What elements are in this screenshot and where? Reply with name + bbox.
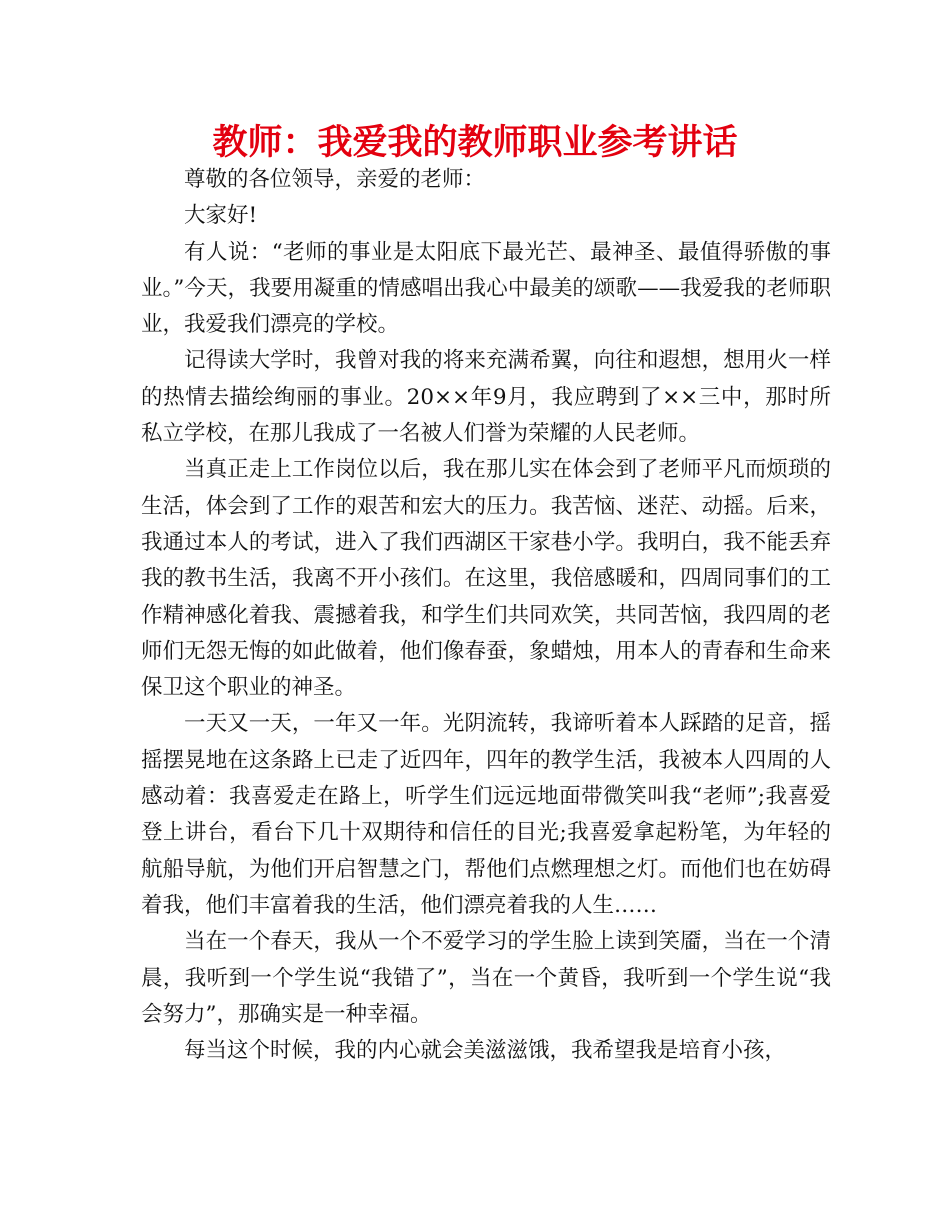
paragraph: 每当这个时候，我的内心就会美滋滋饿，我希望我是培育小孩， — [184, 1038, 787, 1064]
document-title: 教师：我爱我的教师职业参考讲话 — [212, 123, 738, 163]
document-body — [141, 162, 831, 1069]
paragraph: 有人说：“老师的事业是太阳底下最光芒、最神圣、最值得骄傲的事业。”今天，我要用凝重的情感唱出我心中最美的颂歌——我爱我的老师职业，我爱我们漂亮的学校。 — [141, 239, 831, 338]
paragraph: 记得读大学时，我曾对我的将来充满希翼，向往和遐想，想用火一样的热情去描绘绚丽的事业。20××年9月，我应聘到了××三中，那时所私立学校，在那儿我成了一名被人们誉为荣耀的人民老师。 — [141, 348, 831, 447]
paragraph-salutation: 尊敬的各位领导，亲爱的老师： — [184, 167, 486, 192]
paragraph: 当真正走上工作岗位以后，我在那儿实在体会到了老师平凡而烦琐的生活，体会到了工作的艰苦和宏大的压力。我苦恼、迷茫、动摇。后来，我通过本人的考试，进入了我们西湖区干家巷小学。我明白，我不能丢弃我的教书生活，我离不开小孩们。在这里，我倍感暖和，四周同事们的工作精神感化着我、震撼着我，和学生们共同欢笑，共同苦恼，我四周的老师们无怨无悔的如此做着，他们像春蚕，象蜡烛，用本人的青春和生命来保卫这个职业的神圣。 — [141, 457, 831, 701]
paragraph-greeting: 大家好! — [184, 203, 258, 229]
paragraph: 当在一个春天，我从一个不爱学习的学生脸上读到笑靥，当在一个清晨，我听到一个学生说“我错了”，当在一个黄昏，我听到一个学生说“我会努力”，那确实是一种幸福。 — [141, 929, 831, 1027]
paragraph: 一天又一天，一年又一年。光阴流转，我谛听着本人踩踏的足音，摇摇摆晃地在这条路上已走了近四年，四年的教学生活，我被本人四周的人感动着：我喜爱走在路上，听学生们远远地面带微笑叫我“老师”;我喜爱登上讲台，看台下几十双期待和信任的目光;我喜爱拿起粉笔，为年轻的航船导航，为他们开启智慧之门，帮他们点燃理想之灯。而他们也在妨碍着我，他们丰富着我的生活，他们漂亮着我的人生…… — [141, 711, 831, 918]
